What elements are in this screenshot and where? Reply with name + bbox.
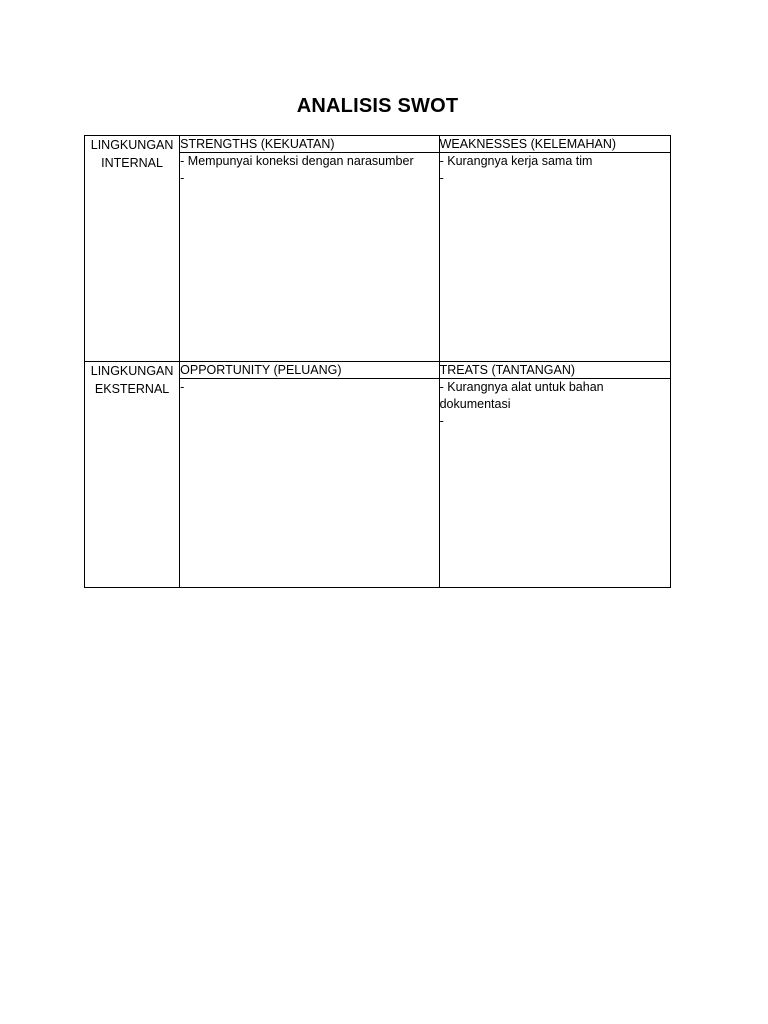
external-label-line2: EKSTERNAL (94, 382, 170, 396)
treats-item: - Kurangnya alat untuk bahan (439, 380, 604, 394)
opportunity-item: - (180, 380, 185, 394)
external-header-row (85, 362, 671, 379)
treats-cell (439, 379, 670, 588)
opportunity-cell (180, 379, 439, 588)
strengths-item: - (180, 171, 185, 185)
weaknesses-item: - Kurangnya kerja sama tim (439, 154, 593, 168)
weaknesses-header: WEAKNESSES (KELEMAHAN) (439, 136, 670, 153)
weaknesses-item: - (439, 171, 444, 185)
treats-header: TREATS (TANTANGAN) (439, 362, 670, 379)
strengths-header: STRENGTHS (KEKUATAN) (180, 136, 439, 153)
external-label-line1: LINGKUNGAN (90, 364, 174, 378)
internal-environment-label (85, 136, 180, 362)
document-title: ANALISIS SWOT (296, 95, 459, 117)
internal-label-line2: INTERNAL (101, 156, 163, 170)
treats-item: dokumentasi (439, 397, 511, 411)
weaknesses-cell (439, 153, 670, 362)
opportunity-header: OPPORTUNITY (PELUANG) (180, 362, 439, 379)
internal-header-row (85, 136, 671, 153)
external-environment-label (85, 362, 180, 588)
internal-label-line1: LINGKUNGAN (90, 138, 174, 152)
strengths-cell (180, 153, 439, 362)
swot-table (84, 135, 671, 588)
strengths-item: - Mempunyai koneksi dengan narasumber (180, 154, 414, 168)
treats-item: - (439, 414, 444, 428)
